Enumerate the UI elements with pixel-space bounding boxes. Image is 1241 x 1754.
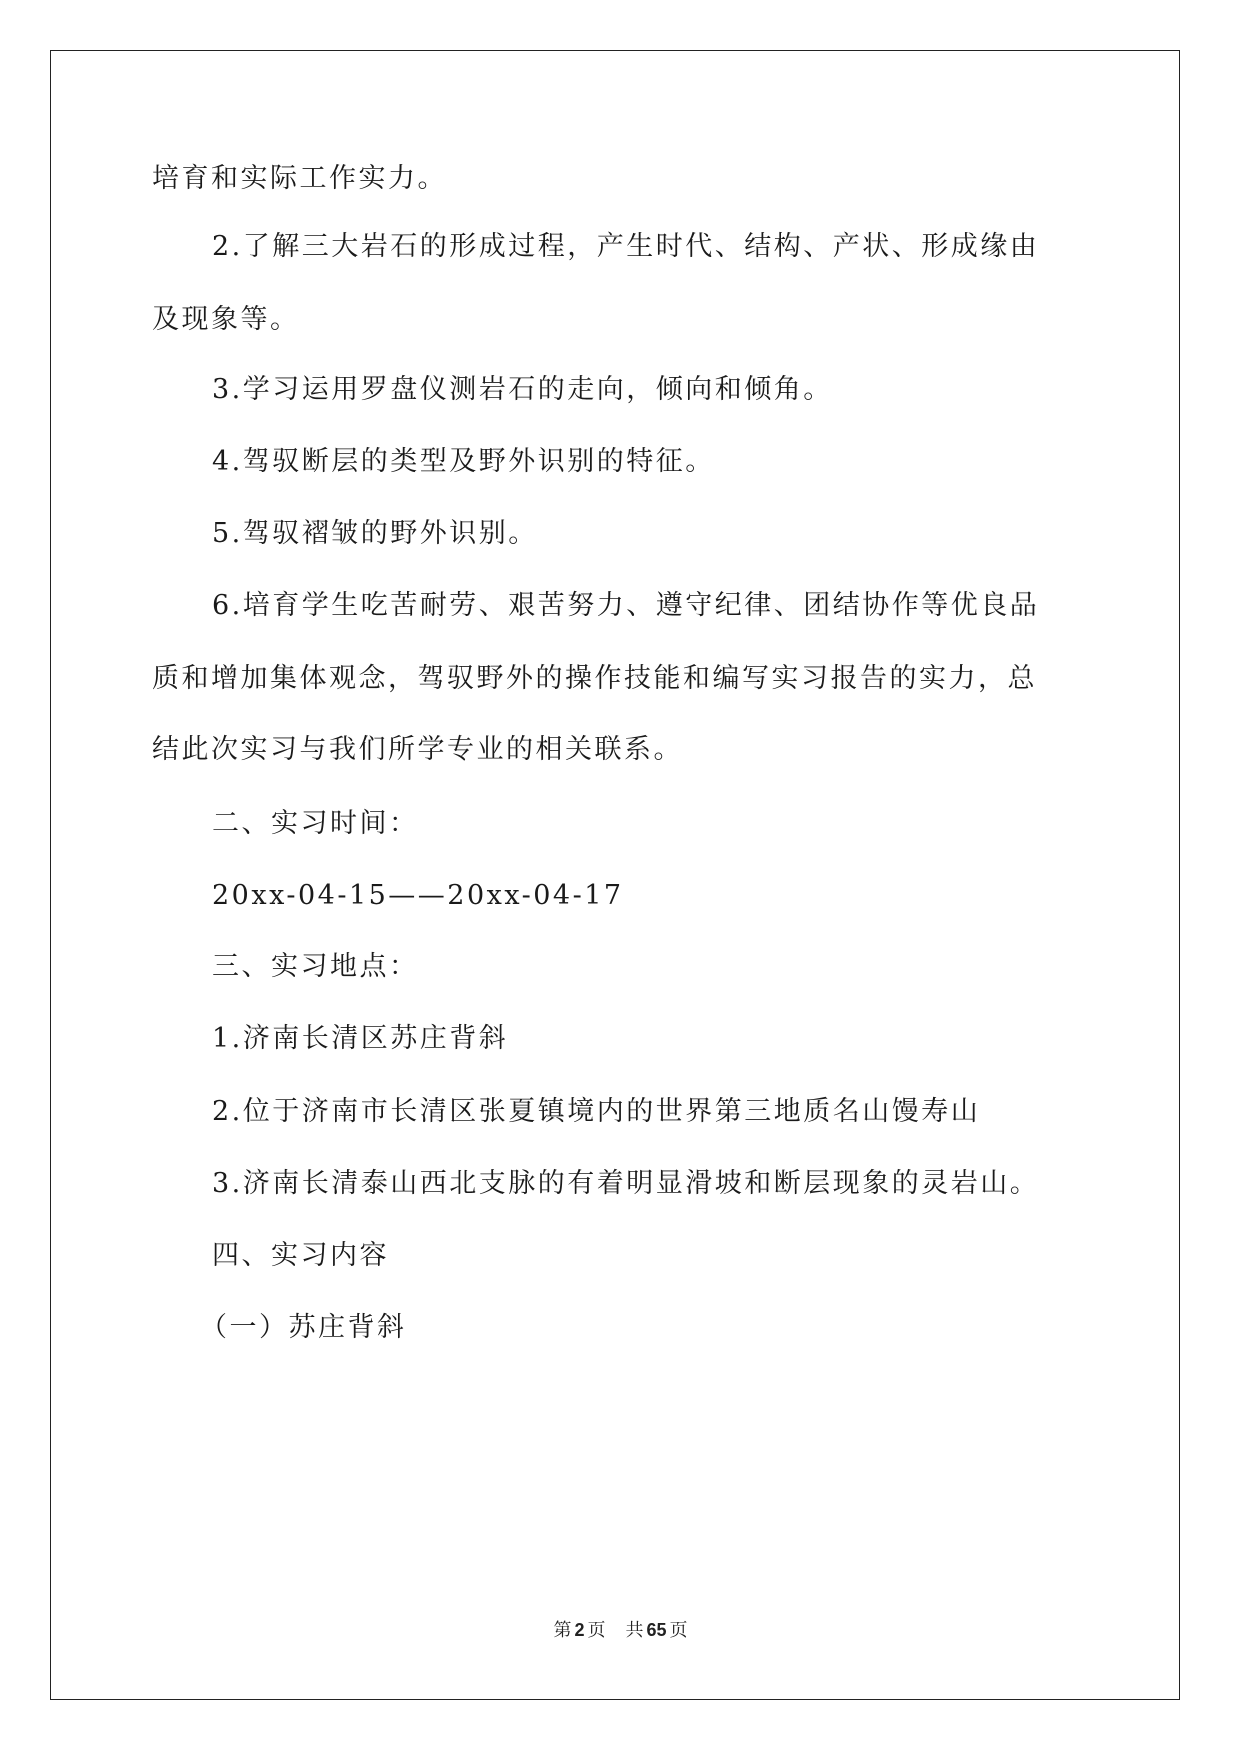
text-line: 质和增加集体观念，驾驭野外的操作技能和编写实习报告的实力，总 [152, 663, 1037, 694]
total-pages: 65 [646, 1620, 667, 1640]
text-line: 1.济南长清区苏庄背斜 [212, 1023, 509, 1054]
text-line: 6.培育学生吃苦耐劳、艰苦努力、遵守纪律、团结协作等优良品 [212, 590, 1040, 621]
text-line: 20xx-04-15——20xx-04-17 [212, 880, 624, 911]
section-heading: 二、实习时间： [212, 808, 419, 839]
page-number: 2 [574, 1620, 585, 1640]
text-line: 2.位于济南市长清区张夏镇境内的世界第三地质名山馒寿山 [212, 1096, 981, 1127]
text-line: 及现象等。 [152, 304, 300, 335]
text-line: 3.济南长清泰山西北支脉的有着明显滑坡和断层现象的灵岩山。 [212, 1168, 1040, 1199]
footer-prefix: 第 [553, 1620, 572, 1641]
text-line: 2.了解三大岩石的形成过程，产生时代、结构、产状、形成缘由 [212, 231, 1040, 262]
footer-total-unit: 页 [669, 1620, 688, 1641]
section-heading: 四、实习内容 [212, 1240, 389, 1271]
section-heading: 三、实习地点： [212, 951, 419, 982]
page-footer [0, 1618, 1241, 1643]
text-line: 结此次实习与我们所学专业的相关联系。 [152, 734, 683, 765]
subsection-heading: （一）苏庄背斜 [200, 1312, 407, 1343]
footer-page-unit: 页 [587, 1620, 606, 1641]
text-line: 4.驾驭断层的类型及野外识别的特征。 [212, 446, 715, 477]
text-line: 3.学习运用罗盘仪测岩石的走向，倾向和倾角。 [212, 374, 833, 405]
text-line: 培育和实际工作实力。 [152, 163, 447, 194]
text-line: 5.驾驭褶皱的野外识别。 [212, 518, 538, 549]
footer-total-prefix: 共 [625, 1620, 644, 1641]
